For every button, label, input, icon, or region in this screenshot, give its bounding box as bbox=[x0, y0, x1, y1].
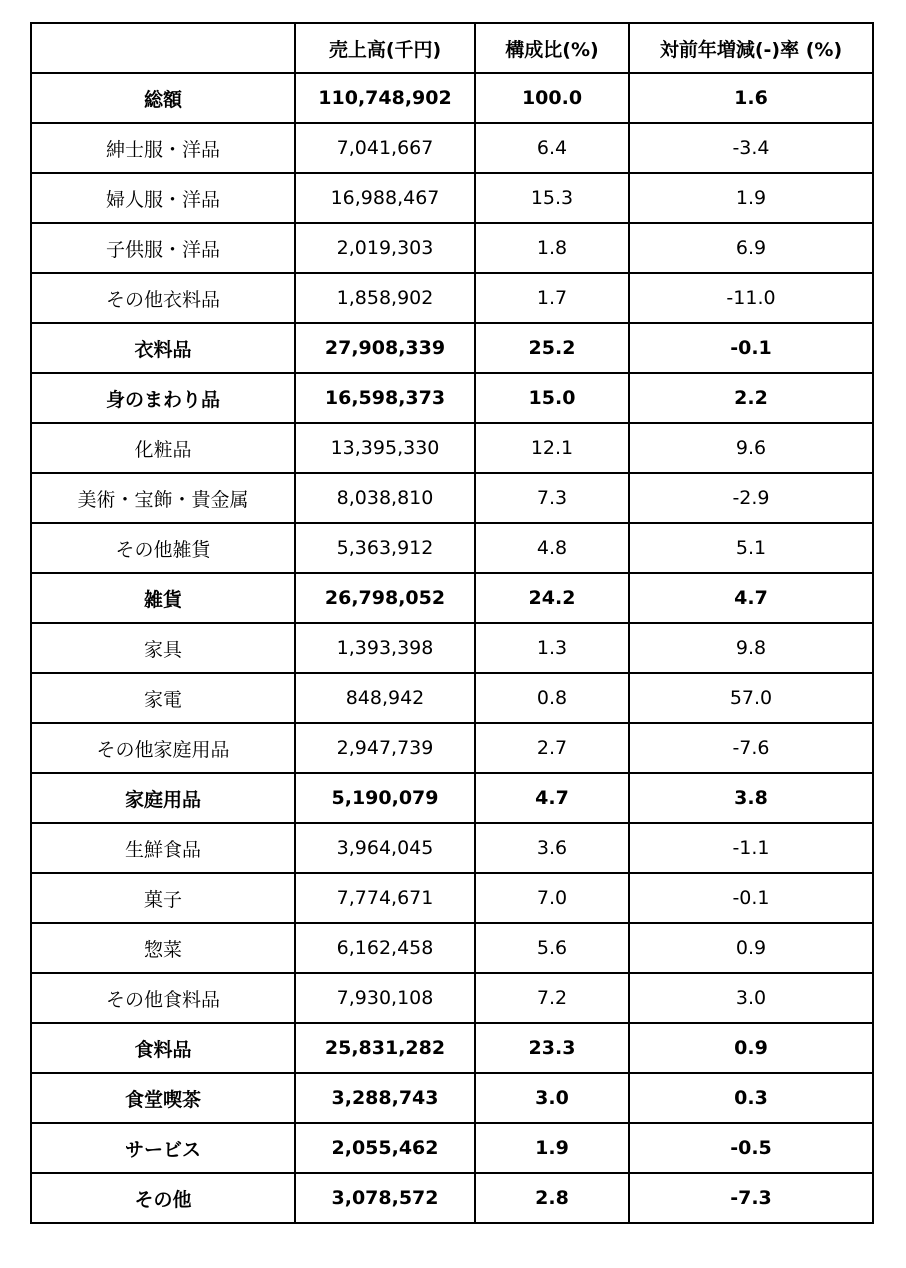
table-row bbox=[31, 873, 873, 923]
cell-share: 2.8 bbox=[475, 1173, 629, 1223]
cell-category: 家電 bbox=[31, 673, 295, 723]
cell-share: 3.6 bbox=[475, 823, 629, 873]
cell-category: 身のまわり品 bbox=[31, 373, 295, 423]
cell-share: 15.3 bbox=[475, 173, 629, 223]
cell-sales: 7,930,108 bbox=[295, 973, 475, 1023]
cell-sales: 16,988,467 bbox=[295, 173, 475, 223]
cell-change: -0.1 bbox=[629, 873, 873, 923]
cell-share: 1.3 bbox=[475, 623, 629, 673]
table-row bbox=[31, 573, 873, 623]
cell-sales: 27,908,339 bbox=[295, 323, 475, 373]
cell-category: 食堂喫茶 bbox=[31, 1073, 295, 1123]
header-category bbox=[31, 23, 295, 73]
cell-change: -3.4 bbox=[629, 123, 873, 173]
cell-category: 家具 bbox=[31, 623, 295, 673]
cell-change: 3.8 bbox=[629, 773, 873, 823]
cell-category: 食料品 bbox=[31, 1023, 295, 1073]
cell-sales: 16,598,373 bbox=[295, 373, 475, 423]
table-row bbox=[31, 473, 873, 523]
cell-change: -7.6 bbox=[629, 723, 873, 773]
cell-share: 4.8 bbox=[475, 523, 629, 573]
cell-category: サービス bbox=[31, 1123, 295, 1173]
header-share: 構成比(%) bbox=[475, 23, 629, 73]
cell-category: その他 bbox=[31, 1173, 295, 1223]
cell-share: 100.0 bbox=[475, 73, 629, 123]
cell-category: その他食料品 bbox=[31, 973, 295, 1023]
cell-sales: 3,288,743 bbox=[295, 1073, 475, 1123]
cell-sales: 26,798,052 bbox=[295, 573, 475, 623]
table-row bbox=[31, 273, 873, 323]
cell-category: 菓子 bbox=[31, 873, 295, 923]
cell-change: 0.3 bbox=[629, 1073, 873, 1123]
cell-change: 1.9 bbox=[629, 173, 873, 223]
cell-category: 美術・宝飾・貴金属 bbox=[31, 473, 295, 523]
cell-sales: 848,942 bbox=[295, 673, 475, 723]
cell-change: 9.6 bbox=[629, 423, 873, 473]
cell-sales: 110,748,902 bbox=[295, 73, 475, 123]
cell-category: 衣料品 bbox=[31, 323, 295, 373]
table-row bbox=[31, 673, 873, 723]
cell-sales: 1,858,902 bbox=[295, 273, 475, 323]
cell-share: 1.8 bbox=[475, 223, 629, 273]
cell-change: -11.0 bbox=[629, 273, 873, 323]
cell-share: 1.9 bbox=[475, 1123, 629, 1173]
table-row bbox=[31, 923, 873, 973]
header-row bbox=[31, 23, 873, 73]
cell-sales: 2,947,739 bbox=[295, 723, 475, 773]
cell-share: 3.0 bbox=[475, 1073, 629, 1123]
cell-share: 0.8 bbox=[475, 673, 629, 723]
cell-sales: 2,055,462 bbox=[295, 1123, 475, 1173]
sales-table bbox=[30, 22, 874, 1224]
cell-category: 化粧品 bbox=[31, 423, 295, 473]
header-sales: 売上高(千円) bbox=[295, 23, 475, 73]
cell-share: 7.2 bbox=[475, 973, 629, 1023]
table-row bbox=[31, 423, 873, 473]
table-row bbox=[31, 173, 873, 223]
cell-category: その他家庭用品 bbox=[31, 723, 295, 773]
cell-sales: 13,395,330 bbox=[295, 423, 475, 473]
table-row bbox=[31, 73, 873, 123]
cell-category: その他衣料品 bbox=[31, 273, 295, 323]
cell-change: 0.9 bbox=[629, 1023, 873, 1073]
cell-share: 4.7 bbox=[475, 773, 629, 823]
cell-sales: 7,041,667 bbox=[295, 123, 475, 173]
cell-change: 0.9 bbox=[629, 923, 873, 973]
cell-category: 総額 bbox=[31, 73, 295, 123]
table-row bbox=[31, 1123, 873, 1173]
cell-share: 7.3 bbox=[475, 473, 629, 523]
cell-category: 婦人服・洋品 bbox=[31, 173, 295, 223]
cell-share: 15.0 bbox=[475, 373, 629, 423]
table-row bbox=[31, 623, 873, 673]
cell-sales: 3,078,572 bbox=[295, 1173, 475, 1223]
table-row bbox=[31, 1023, 873, 1073]
cell-share: 12.1 bbox=[475, 423, 629, 473]
cell-change: 3.0 bbox=[629, 973, 873, 1023]
cell-change: -1.1 bbox=[629, 823, 873, 873]
cell-category: 生鮮食品 bbox=[31, 823, 295, 873]
cell-sales: 25,831,282 bbox=[295, 1023, 475, 1073]
cell-change: 57.0 bbox=[629, 673, 873, 723]
cell-sales: 2,019,303 bbox=[295, 223, 475, 273]
cell-change: 9.8 bbox=[629, 623, 873, 673]
table-row bbox=[31, 723, 873, 773]
cell-category: 子供服・洋品 bbox=[31, 223, 295, 273]
cell-change: 5.1 bbox=[629, 523, 873, 573]
table-row bbox=[31, 223, 873, 273]
table-row bbox=[31, 323, 873, 373]
table-row bbox=[31, 373, 873, 423]
table-row bbox=[31, 1073, 873, 1123]
cell-change: 1.6 bbox=[629, 73, 873, 123]
cell-change: 6.9 bbox=[629, 223, 873, 273]
cell-category: 紳士服・洋品 bbox=[31, 123, 295, 173]
table-row bbox=[31, 523, 873, 573]
cell-category: 雑貨 bbox=[31, 573, 295, 623]
cell-sales: 8,038,810 bbox=[295, 473, 475, 523]
cell-sales: 7,774,671 bbox=[295, 873, 475, 923]
cell-change: -0.5 bbox=[629, 1123, 873, 1173]
table-row bbox=[31, 1173, 873, 1223]
cell-share: 7.0 bbox=[475, 873, 629, 923]
table-row bbox=[31, 123, 873, 173]
cell-category: 惣菜 bbox=[31, 923, 295, 973]
cell-category: 家庭用品 bbox=[31, 773, 295, 823]
cell-sales: 5,190,079 bbox=[295, 773, 475, 823]
cell-share: 6.4 bbox=[475, 123, 629, 173]
cell-sales: 5,363,912 bbox=[295, 523, 475, 573]
cell-sales: 6,162,458 bbox=[295, 923, 475, 973]
table-body bbox=[31, 73, 873, 1223]
table-row bbox=[31, 823, 873, 873]
cell-share: 5.6 bbox=[475, 923, 629, 973]
cell-share: 24.2 bbox=[475, 573, 629, 623]
cell-category: その他雑貨 bbox=[31, 523, 295, 573]
cell-share: 2.7 bbox=[475, 723, 629, 773]
cell-change: -7.3 bbox=[629, 1173, 873, 1223]
header-change: 対前年増減(-)率 (%) bbox=[629, 23, 873, 73]
cell-share: 23.3 bbox=[475, 1023, 629, 1073]
cell-change: -0.1 bbox=[629, 323, 873, 373]
cell-change: 2.2 bbox=[629, 373, 873, 423]
cell-share: 1.7 bbox=[475, 273, 629, 323]
cell-change: -2.9 bbox=[629, 473, 873, 523]
cell-change: 4.7 bbox=[629, 573, 873, 623]
table-row bbox=[31, 773, 873, 823]
cell-sales: 1,393,398 bbox=[295, 623, 475, 673]
table-row bbox=[31, 973, 873, 1023]
cell-sales: 3,964,045 bbox=[295, 823, 475, 873]
cell-share: 25.2 bbox=[475, 323, 629, 373]
